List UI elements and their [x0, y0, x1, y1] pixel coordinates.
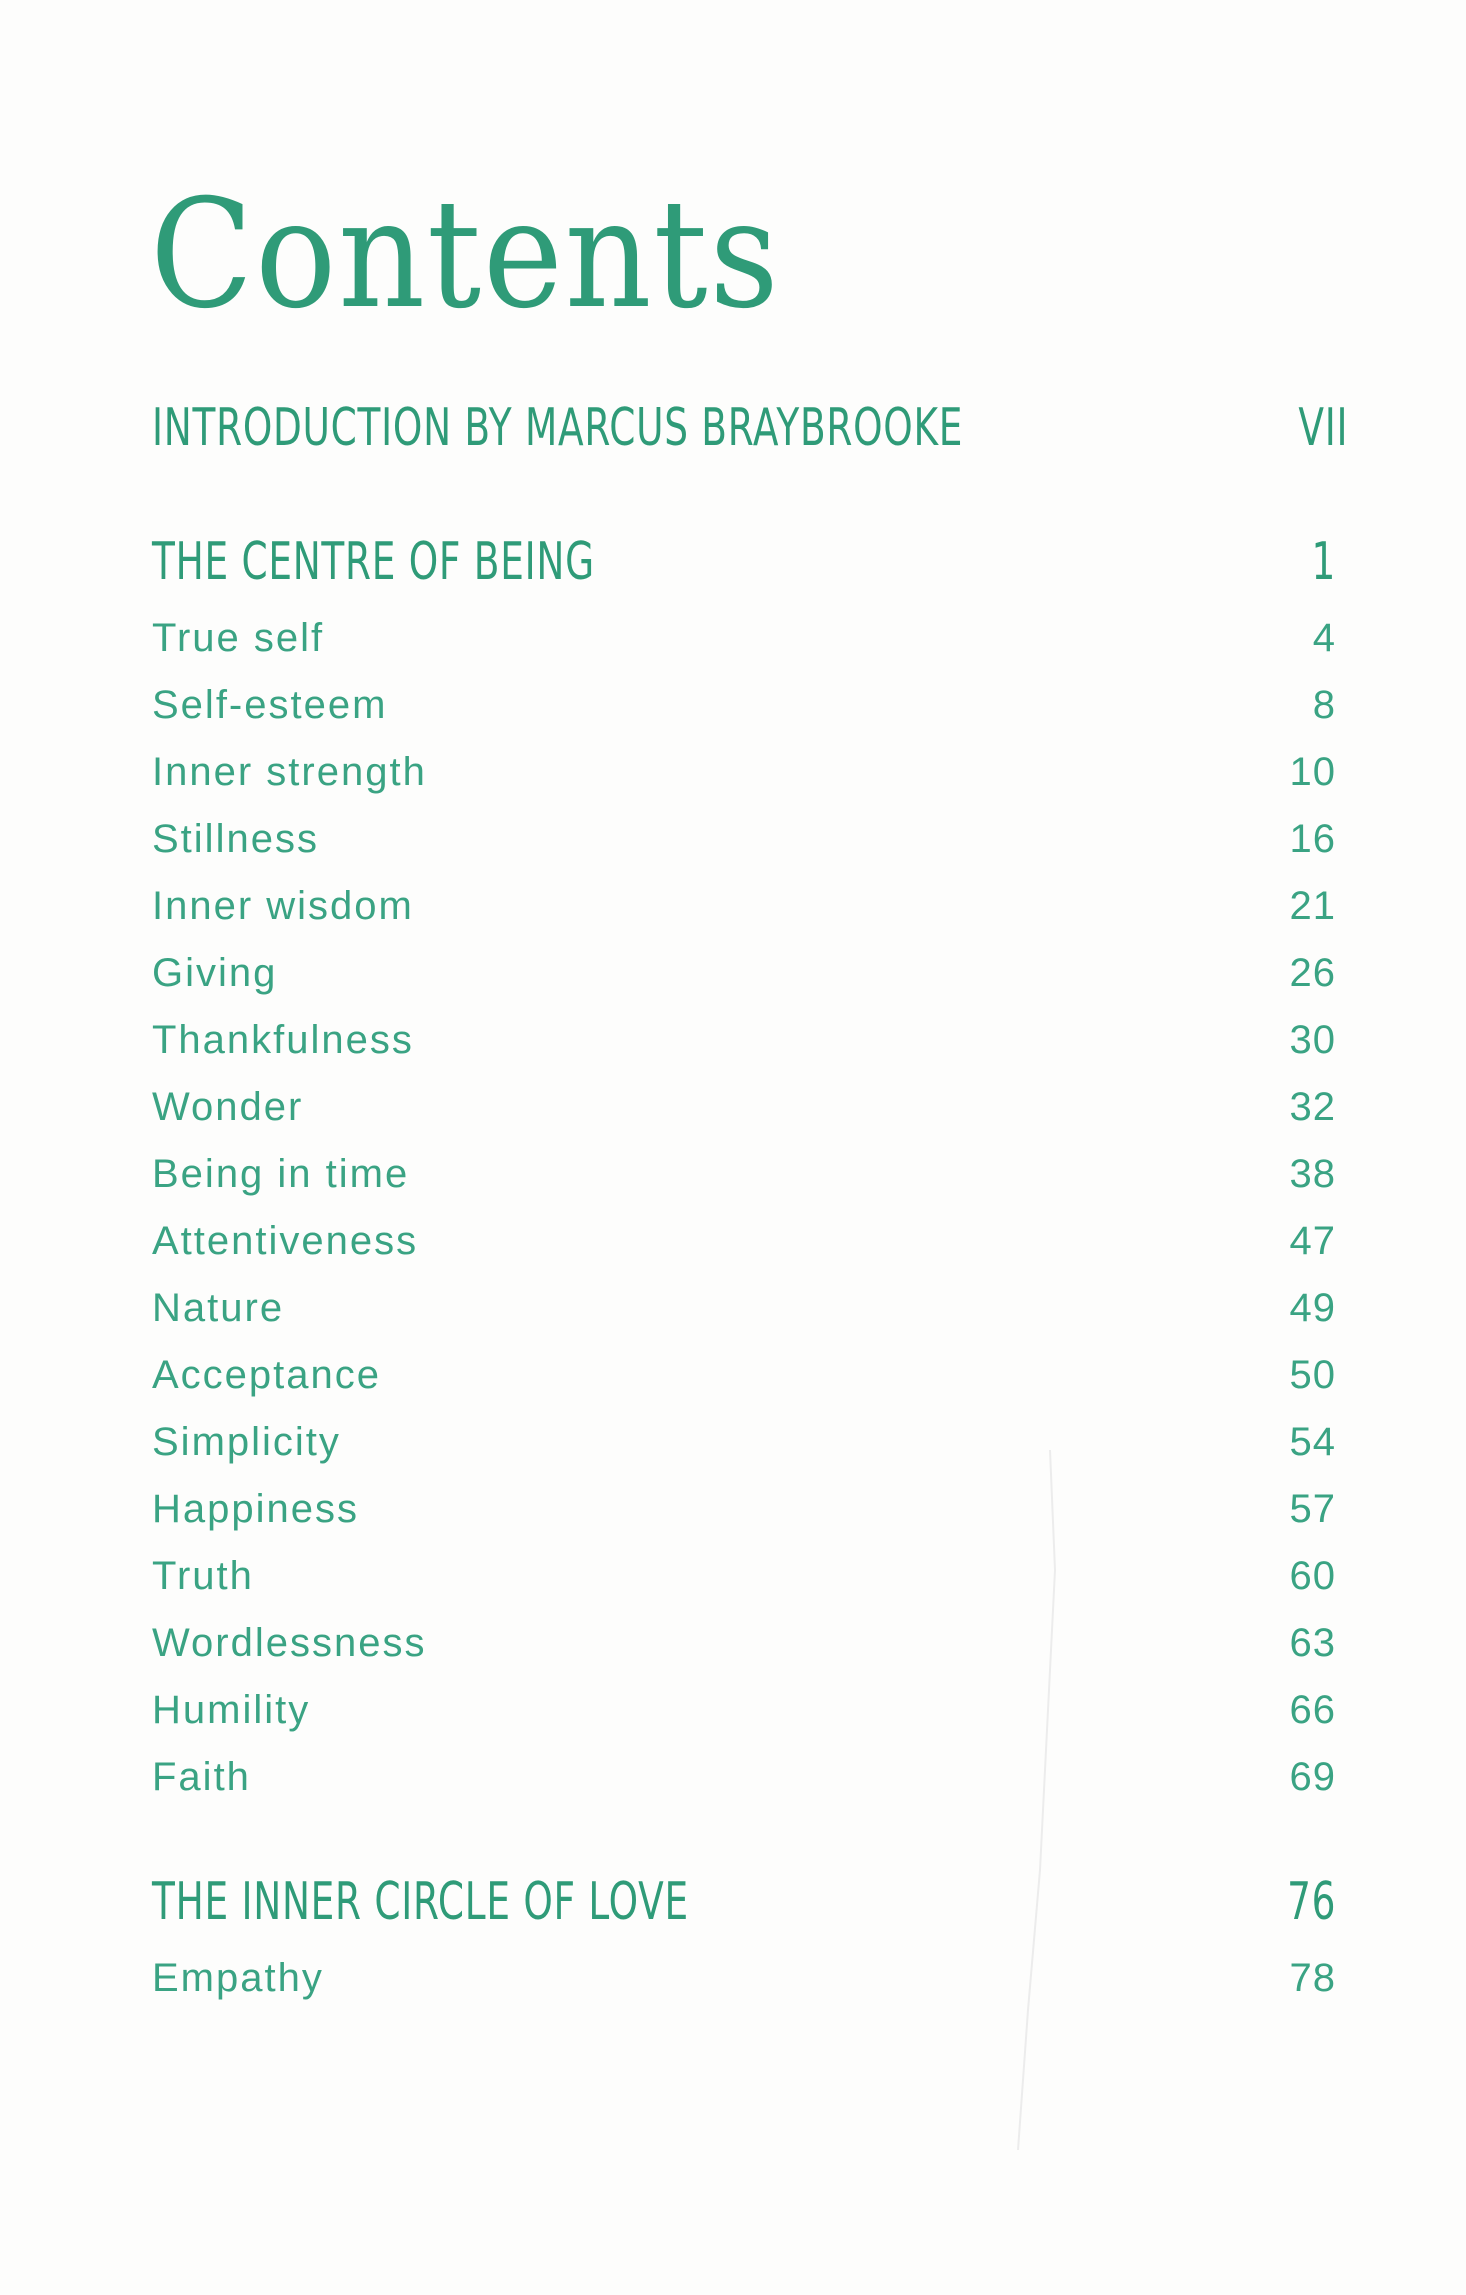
- toc-row-attentiveness: [152, 1219, 1336, 1264]
- toc-row-faith: [152, 1755, 1336, 1800]
- toc-row-label: True self: [152, 616, 325, 660]
- toc-row-label: Giving: [152, 951, 278, 995]
- paper-crease: [1000, 1450, 1070, 2150]
- toc-row-page: 63: [1289, 1621, 1336, 1665]
- toc-row-label: Humility: [152, 1688, 311, 1732]
- toc-row-label: Happiness: [152, 1487, 360, 1531]
- toc-row-label: INTRODUCTION BY MARCUS BRAYBROOKE: [152, 398, 964, 458]
- toc-row-page: 10: [1289, 750, 1336, 794]
- toc-row-label: Truth: [152, 1554, 254, 1598]
- toc-row-label: Stillness: [152, 817, 319, 861]
- toc-row-label: Acceptance: [152, 1353, 382, 1397]
- toc-row-label: Faith: [152, 1755, 251, 1799]
- toc-row-truth: [152, 1554, 1336, 1599]
- toc-row-page: 16: [1289, 817, 1336, 861]
- toc-row-label: Inner wisdom: [152, 884, 414, 928]
- toc-row-page: 49: [1289, 1286, 1336, 1330]
- toc-row-page: 69: [1289, 1755, 1336, 1799]
- toc-row-label: Thankfulness: [152, 1018, 414, 1062]
- toc-row-page: 54: [1289, 1420, 1336, 1464]
- toc-row-page: 8: [1312, 683, 1336, 727]
- toc-row-page: 38: [1289, 1152, 1336, 1196]
- toc-row-giving: [152, 951, 1336, 996]
- toc-row-inner-wisdom: [152, 884, 1336, 929]
- toc-row-label: THE CENTRE OF BEING: [152, 532, 595, 592]
- toc-row-label: THE INNER CIRCLE OF LOVE: [152, 1872, 689, 1932]
- toc-row-page: 60: [1289, 1554, 1336, 1598]
- toc-row-page: 78: [1289, 1956, 1336, 2000]
- toc-row-label: Inner strength: [152, 750, 427, 794]
- toc-row-page: 32: [1289, 1085, 1336, 1129]
- toc-row-nature: [152, 1286, 1336, 1331]
- toc-row-page: 66: [1289, 1688, 1336, 1732]
- toc-row-happiness: [152, 1487, 1336, 1532]
- toc-row-stillness: [152, 817, 1336, 862]
- toc-row-page: 1: [1311, 532, 1336, 592]
- toc-row-introduction: [152, 398, 1348, 458]
- toc-row-page: 26: [1289, 951, 1336, 995]
- toc-row-page: VII: [1297, 398, 1348, 458]
- toc-row-centre-of-being: [152, 532, 1336, 592]
- toc-row-thankfulness: [152, 1018, 1336, 1063]
- toc-row-label: Simplicity: [152, 1420, 341, 1464]
- toc-row-humility: [152, 1688, 1336, 1733]
- toc-row-wordlessness: [152, 1621, 1336, 1666]
- toc-row-label: Empathy: [152, 1956, 324, 2000]
- toc-row-wonder: [152, 1085, 1336, 1130]
- toc-row-label: Self-esteem: [152, 683, 388, 727]
- toc-row-label: Wonder: [152, 1085, 304, 1129]
- toc-row-inner-strength: [152, 750, 1336, 795]
- toc-row-label: Nature: [152, 1286, 285, 1330]
- toc-row-page: 57: [1289, 1487, 1336, 1531]
- toc-row-acceptance: [152, 1353, 1336, 1398]
- page-title: Contents: [150, 168, 781, 342]
- toc-row-page: 4: [1312, 616, 1336, 660]
- toc-row-page: 47: [1289, 1219, 1336, 1263]
- toc-row-simplicity: [152, 1420, 1336, 1465]
- toc-row-empathy: [152, 1956, 1336, 2001]
- toc-row-page: 21: [1289, 884, 1336, 928]
- toc-row-label: Wordlessness: [152, 1621, 427, 1665]
- toc-row-self-esteem: [152, 683, 1336, 728]
- toc-row-inner-circle-of-love: [152, 1872, 1336, 1932]
- toc-row-page: 30: [1289, 1018, 1336, 1062]
- toc-row-true-self: [152, 616, 1336, 661]
- toc-row-label: Being in time: [152, 1152, 410, 1196]
- toc-row-page: 76: [1286, 1872, 1336, 1932]
- toc-row-being-in-time: [152, 1152, 1336, 1197]
- toc-row-page: 50: [1289, 1353, 1336, 1397]
- toc-row-label: Attentiveness: [152, 1219, 419, 1263]
